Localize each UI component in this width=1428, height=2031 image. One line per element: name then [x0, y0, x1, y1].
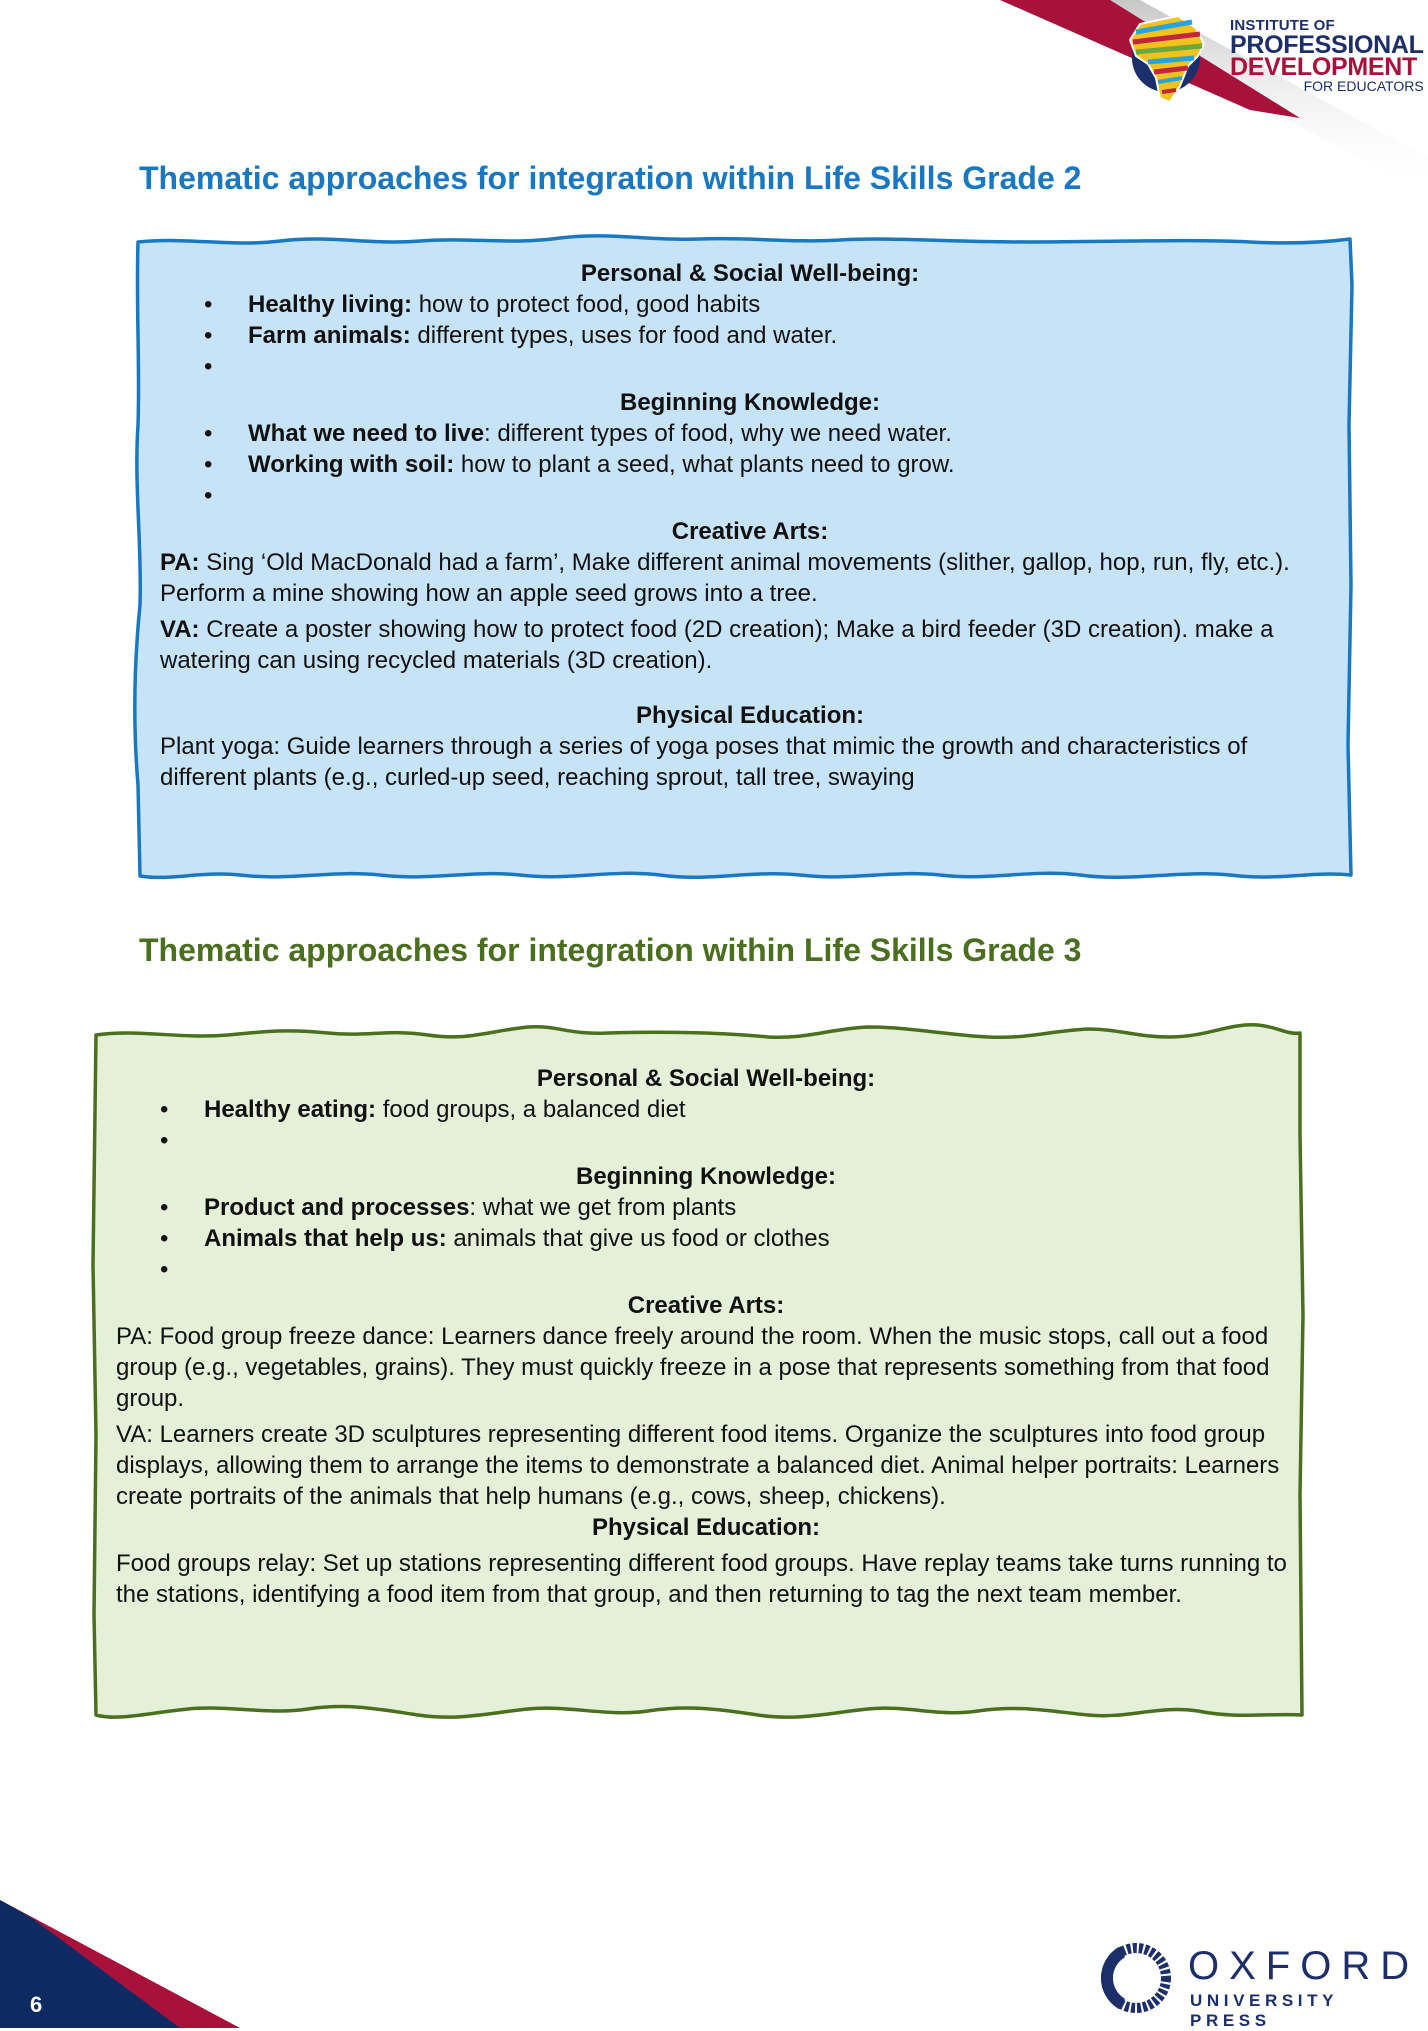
- bullet-icon: •: [204, 322, 213, 349]
- grade2-box-content: [160, 258, 1340, 793]
- list-item: [116, 1254, 1296, 1285]
- bullet-icon: •: [204, 291, 213, 318]
- grade2-section-title: Thematic approaches for integration within Life Skills Grade 2: [139, 160, 1082, 196]
- list-item: • Healthy living: how to protect food, good habits: [204, 291, 761, 318]
- logo-line-development: DEVELOPMENT: [1230, 53, 1417, 81]
- g3-bk-list: [116, 1192, 1296, 1285]
- g3-psw-heading: Personal & Social Well-being:: [536, 1065, 876, 1092]
- g3-ca-pa-paragraph: PA: Food group freeze dance: Learners dance freely around the room. When the music stops, call out a food group (e.g., vegetables, grains). They must quickly freeze in a pose that represents something from that food group.: [116, 1323, 1270, 1412]
- bullet-icon: •: [204, 420, 213, 447]
- list-item: • Farm animals: different types, uses for food and water.: [204, 322, 838, 349]
- list-item: • Working with soil: how to plant a seed, what plants need to grow.: [204, 451, 955, 478]
- g2-psw-list: [160, 289, 1340, 382]
- oxford-university-press-logo: [1088, 1938, 1420, 2030]
- g3-ca-va-paragraph: VA: Learners create 3D sculptures representing different food items. Organize the sculptures into food group displays, allowing them to arrange the items to demonstrate a balanced diet. Animal helper portraits: Learners create portraits of the animals that help humans (e.g., cows, sheep, chickens).: [116, 1421, 1280, 1510]
- ipd-logo: [1118, 6, 1424, 106]
- g3-psw-list: [116, 1094, 1296, 1156]
- oxford-rope-circle-icon: [1096, 1938, 1176, 2018]
- bullet-icon: •: [160, 1256, 169, 1283]
- bullet-icon: •: [204, 353, 213, 380]
- g3-bk-heading: Beginning Knowledge:: [576, 1163, 836, 1190]
- list-item: • Animals that help us: animals that give us food or clothes: [160, 1225, 830, 1252]
- g2-ca-heading: Creative Arts:: [671, 518, 829, 545]
- bullet-icon: •: [160, 1194, 169, 1221]
- grade3-section-title: Thematic approaches for integration within Life Skills Grade 3: [139, 932, 1082, 968]
- g2-ca-va-paragraph: VA: Create a poster showing how to protect food (2D creation); Make a bird feeder (3D creation). make a watering can using recycled materials (3D creation).: [160, 616, 1274, 674]
- g2-bk-heading: Beginning Knowledge:: [620, 389, 880, 416]
- logo-line-professional: PROFESSIONAL: [1230, 31, 1424, 59]
- g2-ca-pa-paragraph: PA: Sing ‘Old MacDonald had a farm’, Make different animal movements (slither, gallop, hop, run, fly, etc.). Perform a mine showing how an apple seed grows into a tree.: [160, 549, 1290, 607]
- g3-ca-heading: Creative Arts:: [627, 1292, 785, 1319]
- publisher-name: OXFORD: [1188, 1944, 1420, 1988]
- bullet-icon: •: [160, 1127, 169, 1154]
- logo-line-educators: FOR EDUCATORS: [1303, 78, 1424, 94]
- page-number: 6: [30, 1992, 43, 2017]
- logo-line-institute: INSTITUTE OF: [1230, 17, 1335, 34]
- g2-psw-heading: Personal & Social Well-being:: [580, 260, 920, 287]
- publisher-subtitle: UNIVERSITY PRESS: [1190, 1991, 1338, 2030]
- list-item: • What we need to live: different types of food, why we need water.: [204, 420, 952, 447]
- list-item: [160, 351, 1340, 382]
- g2-bk-list: [160, 418, 1340, 511]
- bullet-icon: •: [160, 1096, 169, 1123]
- g3-pe-paragraph: Food groups relay: Set up stations representing different food groups. Have replay teams take turns running to the stations, identifying a food item from that group, and then returning to tag the next team member.: [116, 1550, 1287, 1608]
- bullet-icon: •: [204, 451, 213, 478]
- g2-pe-heading: Physical Education:: [635, 702, 865, 729]
- list-item: [160, 480, 1340, 511]
- bullet-icon: •: [204, 482, 213, 509]
- g3-pe-heading: Physical Education:: [591, 1514, 821, 1541]
- africa-map-emblem-icon: [1118, 6, 1218, 106]
- bullet-icon: •: [160, 1225, 169, 1252]
- list-item: • Healthy eating: food groups, a balanced diet: [160, 1096, 686, 1123]
- list-item: [116, 1125, 1296, 1156]
- list-item: • Product and processes: what we get from plants: [160, 1194, 737, 1221]
- grade3-box-content: [116, 1063, 1296, 1610]
- g2-pe-paragraph: Plant yoga: Guide learners through a series of yoga poses that mimic the growth and characteristics of different plants (e.g., curled-up seed, reaching sprout, tall tree, swaying: [160, 733, 1248, 791]
